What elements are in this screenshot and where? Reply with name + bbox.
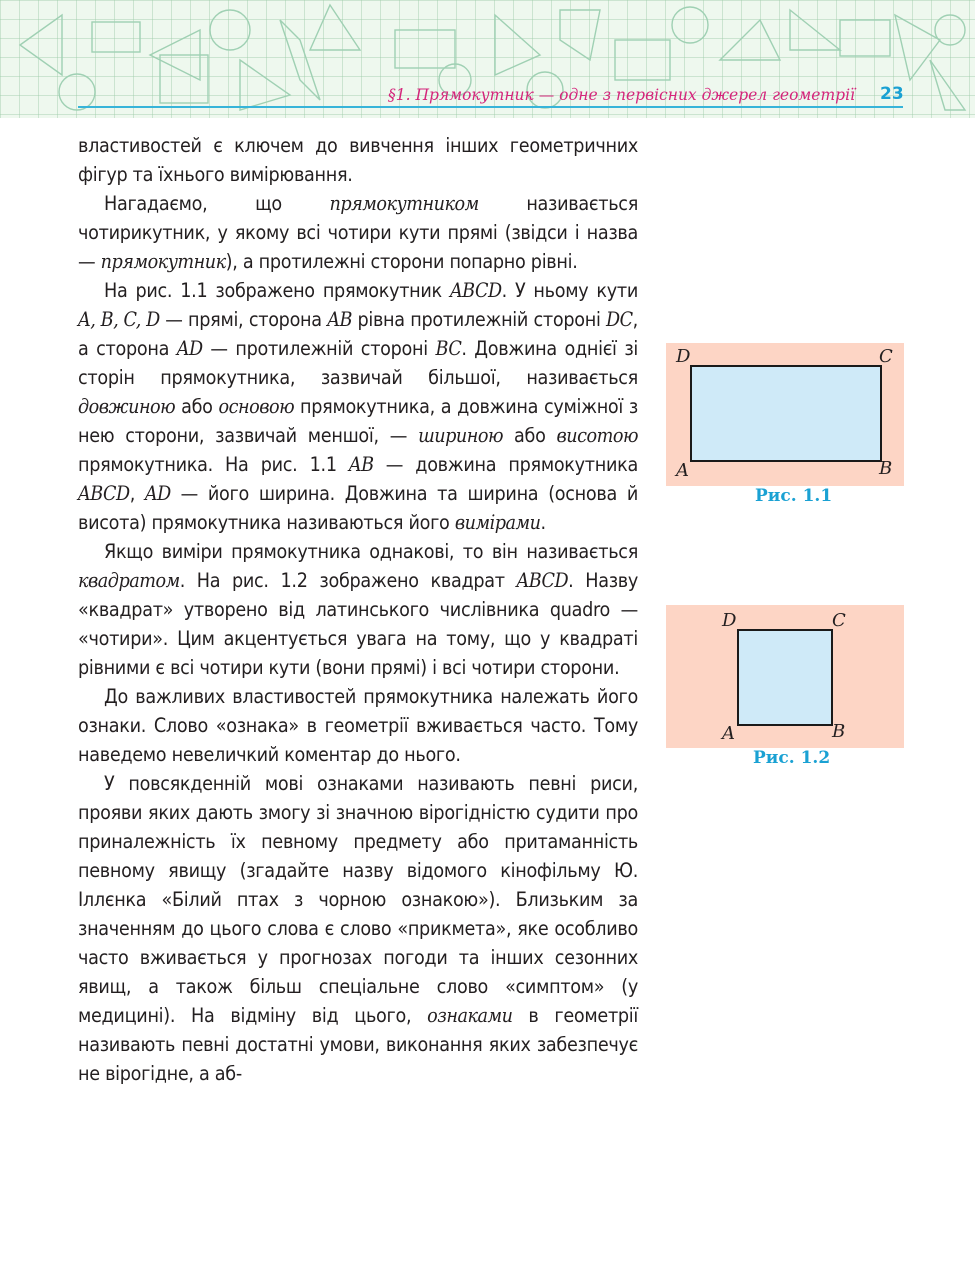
term: прямокутником bbox=[329, 192, 479, 215]
vertex-label-a: A bbox=[676, 460, 689, 481]
figure-square bbox=[666, 605, 904, 748]
figure-caption: Рис. 1.2 bbox=[753, 748, 831, 768]
term: шириною bbox=[418, 424, 504, 447]
header-rule bbox=[78, 106, 903, 108]
running-head: §1. Прямокутник — одне з первісних джерел геометрії bbox=[388, 86, 855, 104]
math: ABCD bbox=[78, 482, 130, 505]
page-header bbox=[0, 0, 975, 118]
term: довжиною bbox=[78, 395, 176, 418]
main-text bbox=[78, 131, 638, 1088]
term: висотою bbox=[556, 424, 638, 447]
term: ознаками bbox=[427, 1004, 513, 1027]
math: AB bbox=[348, 453, 374, 476]
page-number: 23 bbox=[880, 84, 904, 104]
square-shape bbox=[737, 629, 833, 726]
math: ABCD bbox=[449, 279, 502, 302]
term: вимірами bbox=[454, 511, 541, 534]
math: AB bbox=[327, 308, 352, 331]
paragraph: Якщо виміри прямокутника однакові, то він називається квадратом. На рис. 1.2 зображено квадрат ABCD. Назву «квадрат» утворено від латинського числівника quadro — «чотири». Цим акцентується увага на тому, що у квадраті рівними є всі чотири кути (вони прямі) і всі чотири сторони. bbox=[78, 540, 638, 679]
paragraph: У повсякденній мові ознаками називають певні риси, прояви яких дають змогу зі значною вірогідністю судити про приналежність їх певному предмету або притаманність певному явищу (згадайте назву відомого кінофільму Ю. Іллєнка «Білий птах з чорною ознакою»). Близьким за значенням до цього слова є слово «прикмета», яке особливо часто вживається у прогнозах погоди та інших сезонних явищ, а також більш спеціальне слово «симптом» (у медицині). На відміну від цього, ознаками в геометрії називають певні достатні умови, виконання яких забезпечує не вірогідне, а аб- bbox=[78, 772, 638, 1085]
term: основою bbox=[218, 395, 295, 418]
vertex-label-a: A bbox=[722, 723, 735, 744]
paragraph: До важливих властивостей прямокутника належать його ознаки. Слово «ознака» в геометрії вживається часто. Тому наведемо невеличкий коментар до нього. bbox=[78, 685, 638, 766]
paragraph: На рис. 1.1 зображено прямокутник ABCD. У ньому кути A, B, C, D — прямі, сторона AB рівна протилежній стороні DC, а сторона AD — протилежній стороні BC. Довжина однієї зі сторін прямокутника, зазвичай більшої, називається довжиною або основою прямокутника, а довжина суміжної з нею сторони, зазвичай меншої, — шириною або висотою прямокутника. На рис. 1.1 AB — довжина прямокутника ABCD, AD — його ширина. Довжина та ширина (основа й висота) прямокутника називаються його вимірами. bbox=[78, 279, 639, 534]
vertex-label-b: B bbox=[832, 721, 846, 742]
vertex-label-c: C bbox=[832, 610, 846, 631]
math: A, B, C, D bbox=[78, 308, 160, 331]
term: прямокутник bbox=[100, 250, 226, 273]
math: AD bbox=[144, 482, 171, 505]
vertex-label-d: D bbox=[676, 346, 691, 367]
math: ABCD bbox=[516, 569, 569, 592]
vertex-label-c: C bbox=[879, 346, 893, 367]
term: квадратом bbox=[78, 569, 180, 592]
math: BC bbox=[435, 337, 462, 360]
math: DC bbox=[606, 308, 633, 331]
rectangle-shape bbox=[690, 365, 882, 462]
figure-rectangle bbox=[666, 343, 904, 486]
vertex-label-d: D bbox=[722, 610, 737, 631]
paragraph: Нагадаємо, що прямокутником називається чотирикутник, у якому всі чотири кути прямі (звідси і назва — прямокутник), а протилежні сторони попарно рівні. bbox=[78, 192, 638, 273]
figure-caption: Рис. 1.1 bbox=[755, 486, 833, 506]
vertex-label-b: B bbox=[879, 458, 893, 479]
paragraph: властивостей є ключем до вивчення інших геометричних фігур та їхнього вимірювання. bbox=[78, 134, 638, 186]
math: AD bbox=[176, 337, 203, 360]
